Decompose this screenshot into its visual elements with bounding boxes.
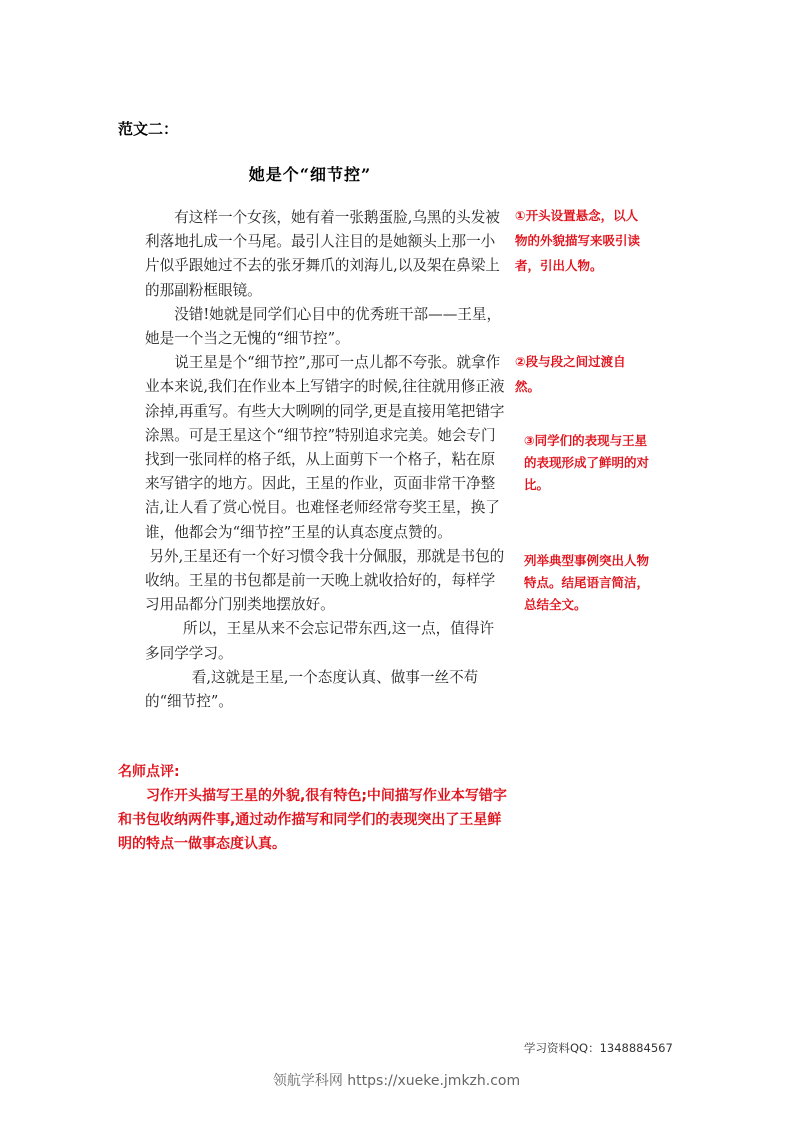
- section-label: 范文二：: [118, 120, 179, 138]
- paragraph-5: 所以，王星从来不会忘记带东西,这一点，值得许多同学学习。: [145, 620, 495, 662]
- review-label: 名师点评:: [118, 764, 180, 780]
- footer-watermark: 领航学科网 https://xueke.jmkzh.com: [272, 1073, 521, 1089]
- teacher-review: [118, 760, 510, 856]
- paragraph-2: 没错!她就是同学们心目中的优秀班干部——王星，她是一个当之无愧的“细节控”。: [145, 305, 502, 348]
- paragraph-3: 说王星是个“细节控”,那可一点儿都不夸张。就拿作业本来说,我们在作业本上写错字的时候,往往就用修正液涂掉,再重写。有些大大咧咧的同学,更是直接用笔把错字涂黑。可是王星这个“细节控”特别追求完美。她会专门找到一张同样的格子纸，从上面剪下一个格子，粘在原来写错字的地方。因此，王星的作业，页面非常干净整洁,让人看了赏心悦目。也难怪老师经常夸奖王星，换了谁，他都会为“细节控”王星的认真态度点赞的。: [145, 354, 505, 541]
- paragraph-6: 看,这就是王星,一个态度认真、做事一丝不苟的“细节控”。: [145, 668, 479, 711]
- review-content: 习作开头描写王星的外貌,很有特色;中间描写作业本写错字和书包收纳两件事,通过动作描写和同学们的表现突出了王星鲜明的特点一做事态度认真。: [118, 788, 507, 852]
- qq-note: 学习资料QQ：1348884567: [524, 1041, 673, 1055]
- paragraph-1: 有这样一个女孩，她有着一张鹅蛋脸,乌黑的头发被利落地扎成一个马尾。最引人注目的是她额头上那一小片似乎跟她过不去的张牙舞爪的刘海儿,以及架在鼻梁上的那副粉框眼镜。: [145, 209, 500, 299]
- essay-title: 她是个“细节控”: [248, 165, 372, 184]
- paragraph-4: 另外,王星还有一个好习惯令我十分佩服，那就是书包的收纳。王星的书包都是前一天晚上就收拾好的，每样学习用品都分门别类地摆放好。: [145, 547, 505, 614]
- annotation-1: ①开头设置悬念，以人物的外貌描写来吸引读者，引出人物。: [515, 208, 641, 273]
- essay-body: [145, 206, 505, 714]
- annotation-3: ③同学们的表现与王星的表现形成了鲜明的对比。: [524, 433, 650, 492]
- annotation-4: 列举典型事例突出人物特点。结尾语言简洁，总结全文。: [524, 553, 650, 612]
- annotation-2: ②段与段之间过渡自然。: [515, 354, 626, 394]
